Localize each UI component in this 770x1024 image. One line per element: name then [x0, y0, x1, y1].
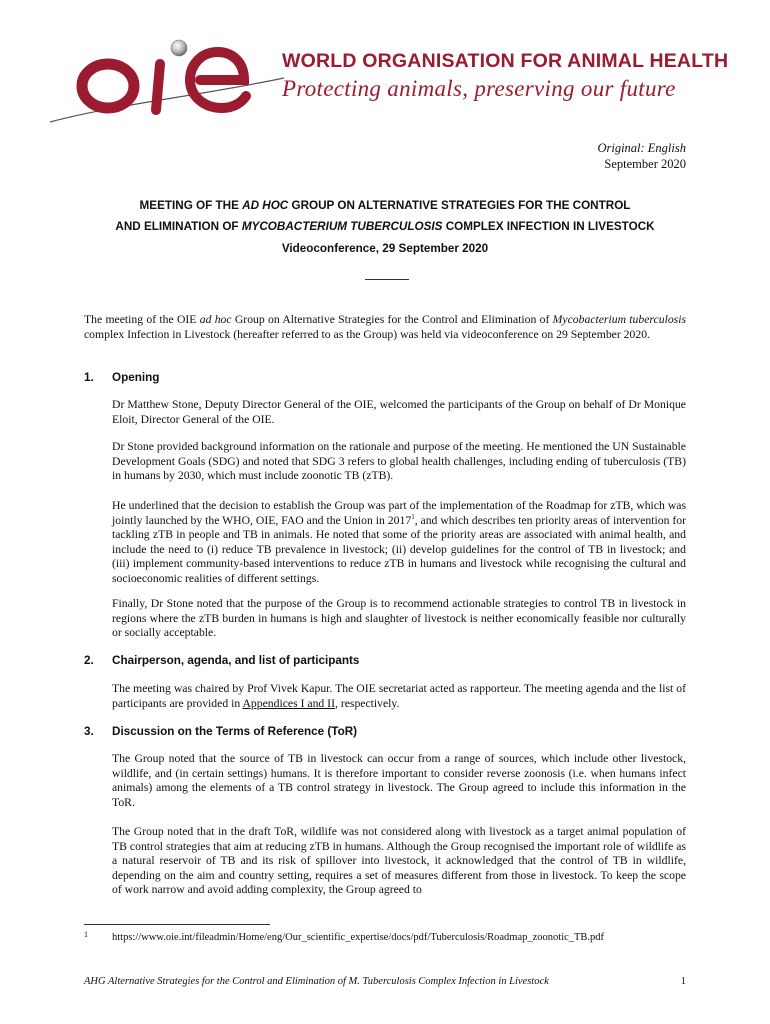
section-number: 3.: [84, 725, 94, 738]
section-title: Chairperson, agenda, and list of participants: [112, 654, 360, 667]
section-number: 1.: [84, 371, 94, 384]
footnote-url[interactable]: https://www.oie.int/fileadmin/Home/eng/Our_scientific_expertise/docs/pdf/Tuberculosis/Roadmap_zoonotic_TB.pdf: [112, 932, 605, 943]
paragraph: The Group noted that in the draft ToR, wildlife was not considered along with livestock as a target animal population of TB control strategies that aim at reducing zTB in humans. Although the Group recognised the important role of wildlife as a natural reservoir of TB and its risk of spillover into livestock, it acknowledged that the control of TB in wildlife, depending on the aim and country setting, requires a set of measures different from those in livestock. To keep the scope of work narrow and avoid adding complexity, the Group agreed to: [112, 825, 686, 897]
title-line-2: AND ELIMINATION OF MYCOBACTERIUM TUBERCULOSIS COMPLEX INFECTION IN LIVESTOCK: [115, 220, 655, 233]
paragraph: Dr Matthew Stone, Deputy Director General of the OIE, welcomed the participants of the Group on behalf of Dr Monique Eloit, Director General of the OIE.: [112, 398, 686, 426]
paragraph: The meeting was chaired by Prof Vivek Kapur. The OIE secretariat acted as rapporteur. The meeting agenda and the list of participants are provided in Appendices I and II, respectively.: [112, 682, 686, 710]
document-date: September 2020: [604, 156, 686, 171]
meeting-venue-date: Videoconference, 29 September 2020: [281, 242, 489, 255]
page-number: 1: [680, 976, 686, 987]
oie-logo: [48, 34, 288, 134]
paragraph: Finally, Dr Stone noted that the purpose of the Group is to recommend actionable strategies to control TB in livestock in regions where the zTB burden in humans is high and slaughter of livestock is neither economically feasible nor culturally or socially acceptable.: [112, 597, 686, 640]
paragraph: He underlined that the decision to establish the Group was part of the implementation of the Roadmap for zTB, which was jointly launched by the WHO, OIE, FAO and the Union in 2017$^1$, and which describes ten priority areas of intervention for tackling zTB in people and TB in animals. He noted that some of the priority areas are associated with animal health, and include the need to (i) reduce TB prevalence in livestock; (ii) develop guidelines for the control of TB in livestock; and (iii) implement community-based interventions to reduce zTB in humans and livestock while recognising the cultural and socioeconomic realities of different settings.: [112, 499, 687, 585]
paragraph: Dr Stone provided background information on the rationale and purpose of the meeting. He mentioned the UN Sustainable Development Goals (SDG) and noted that SDG 3 refers to global health challenges, including ending of tuberculosis (TB) in humans by 2030, which must include zoonotic TB (zTB).: [112, 440, 686, 483]
title-divider: [365, 279, 409, 280]
intro-paragraph: The meeting of the OIE ad hoc Group on Alternative Strategies for the Control and Elimination of Mycobacterium tuberculosis complex Infection in Livestock (hereafter referred to as the Group) was held via videoconference on 29 September 2020.: [84, 313, 687, 341]
footnote-divider: [84, 924, 270, 925]
footnote-mark: 1: [84, 930, 88, 939]
document-meta: [597, 141, 686, 172]
original-language: Original: English: [597, 141, 686, 155]
appendices-link[interactable]: Appendices I and II: [242, 696, 335, 710]
title-line-1: MEETING OF THE AD HOC GROUP ON ALTERNATIVE STRATEGIES FOR THE CONTROL: [139, 199, 631, 212]
section-number: 2.: [84, 654, 94, 667]
organisation-name: WORLD ORGANISATION FOR ANIMAL HEALTH: [282, 50, 729, 72]
footnote-reference[interactable]: 1: [411, 512, 415, 521]
organisation-tagline: Protecting animals, preserving our future: [282, 76, 676, 101]
section-title: Discussion on the Terms of Reference (ToR): [112, 725, 358, 738]
logo-text: oie: [48, 34, 50, 35]
page-footer: [84, 976, 686, 987]
section-title: Opening: [112, 371, 160, 384]
paragraph: The Group noted that the source of TB in livestock can occur from a range of sources, which include other livestock, wildlife, and (in certain settings) humans. It is therefore important to consider reverse zoonosis (i.e. when humans infect animals) among the elements of a TB control strategy in livestock. The Group agreed to include this information in the ToR.: [112, 752, 686, 809]
footer-text: AHG Alternative Strategies for the Control and Elimination of M. Tuberculosis Complex Infection in Livestock: [84, 976, 549, 987]
